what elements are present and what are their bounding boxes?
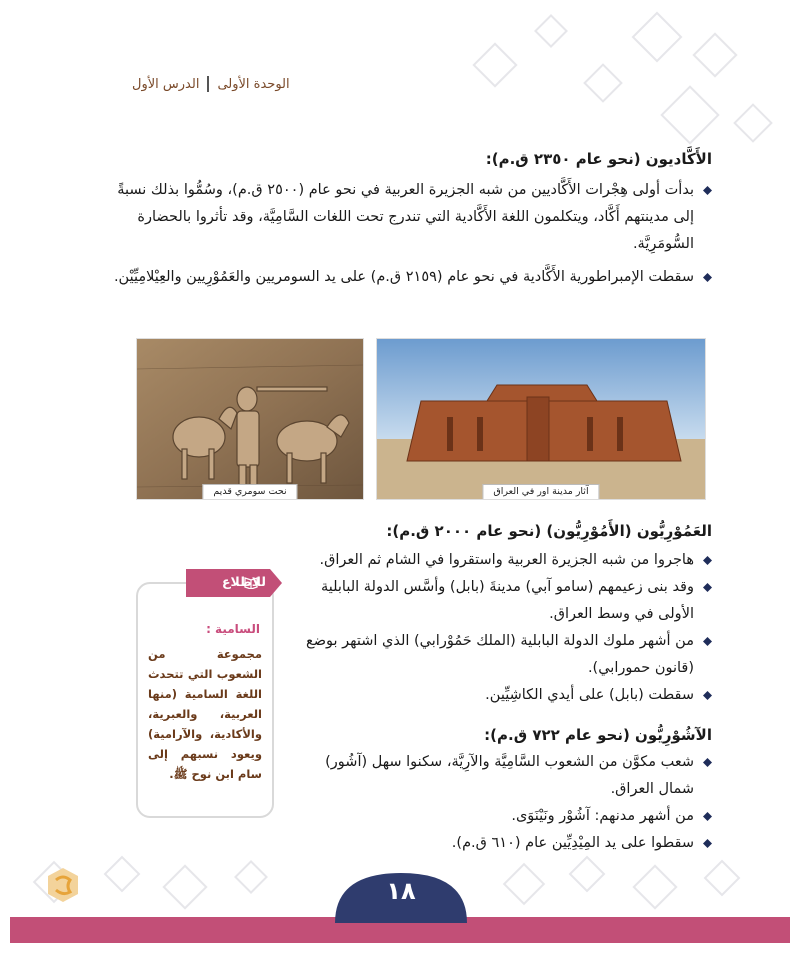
right-photo-caption: آثار مدينة اور في العراق bbox=[482, 484, 599, 500]
amorites-section bbox=[300, 518, 712, 709]
assyrians-paragraph-3 bbox=[300, 830, 712, 857]
book-icon bbox=[244, 575, 258, 589]
publisher-logo-icon bbox=[46, 866, 80, 904]
bullet-icon bbox=[703, 273, 712, 282]
info-tag-label: للاطلاع bbox=[222, 574, 266, 589]
amorites-paragraph-3 bbox=[300, 628, 712, 682]
assyrians-section bbox=[300, 722, 712, 857]
akkadians-title: الأَكَّاديون (نحو عام ٢٣٥٠ ق.م): bbox=[485, 150, 712, 168]
amorites-p2-text: وقد بنى زعيمهم (سامو آبي) مدينةَ (بابل) وأسَّس الدولة البابلية الأولى في وسط العراق. bbox=[320, 579, 694, 622]
amorites-p4-text: سقطت (بابل) على أيدي الكاشِيِّين. bbox=[485, 687, 694, 703]
info-box bbox=[136, 582, 274, 818]
assyrians-p3-text: سقطوا على يد المِيْدِيِّين عام (٦١٠ ق.م). bbox=[451, 835, 694, 851]
bullet-icon bbox=[703, 691, 712, 700]
assyrians-paragraph-2 bbox=[300, 803, 712, 830]
info-tag bbox=[186, 569, 282, 597]
bullet-icon bbox=[703, 839, 712, 848]
unit-title: الوحدة الأولى bbox=[217, 76, 290, 92]
amorites-p1-text: هاجروا من شبه الجزيرة العربية واستقروا في الشام ثم العراق. bbox=[319, 552, 694, 568]
info-term: السامية : bbox=[206, 622, 260, 636]
ur-ziggurat-photo bbox=[376, 338, 706, 500]
page-number: ١٨ bbox=[386, 877, 416, 905]
amorites-paragraph-4 bbox=[300, 682, 712, 709]
assyrians-paragraph-1 bbox=[300, 749, 712, 803]
assyrians-p2-text: من أشهر مدنهم: آشُوْر ونَيْنَوَى. bbox=[511, 808, 694, 824]
bullet-icon bbox=[703, 556, 712, 565]
info-body: مجموعة من الشعوب التي تتحدث اللغة السامية (منها العربية، والعبرية، والأكادية، والآرامية) ويعود نسبهم إلى سام ابن نوح ﷺ. bbox=[148, 647, 262, 781]
ziggurat-image bbox=[377, 339, 705, 499]
lesson-title: الدرس الأول bbox=[132, 76, 200, 92]
page-header bbox=[132, 76, 290, 92]
amorites-paragraph-2 bbox=[300, 574, 712, 628]
amorites-paragraph-1 bbox=[300, 547, 712, 574]
akkadians-paragraph-1 bbox=[112, 177, 712, 258]
sumerian-relief-photo bbox=[136, 338, 364, 500]
assyrians-title: الآشُوْرِيُّون (نحو عام ٧٢٢ ق.م): bbox=[484, 726, 712, 744]
akkadians-p1-text: بدأت أولى هِجْرات الأَكَّاديين من شبه الجزيرة العربية في نحو عام (٢٥٠٠ ق.م)، وسُمُّوا بذلك نسبةً إلى مدينتهم أَكَّاد، ويتكلمون اللغة الأَكَّادية التي تندرج تحت اللغات السَّامِيَّة، وقد تأثروا بالحضارة السُّومَرِيَّة. bbox=[117, 182, 694, 252]
bullet-icon bbox=[703, 758, 712, 767]
left-photo-caption: نحت سومري قديم bbox=[202, 484, 297, 500]
akkadians-p2-text: سقطت الإمبراطورية الأَكَّادية في نحو عام (٢١٥٩ ق.م) على يد السومريين والعَمُوْرِيين والعِيْلامِيِّيْن. bbox=[113, 269, 694, 285]
amorites-title: العَمُوْرِيُّون (الأَمُوْرِيُّون) (نحو عام ٢٠٠٠ ق.م): bbox=[386, 522, 712, 540]
bullet-icon bbox=[703, 186, 712, 195]
bullet-icon bbox=[703, 583, 712, 592]
bullet-icon bbox=[703, 637, 712, 646]
akkadians-section bbox=[112, 146, 712, 291]
sumerian-relief-image bbox=[137, 339, 363, 499]
header-divider bbox=[207, 76, 209, 92]
assyrians-p1-text: شعب مكوَّن من الشعوب السَّامِيَّة والآرِيَّة، سكنوا سهل (آشُور) شمال العراق. bbox=[325, 754, 694, 797]
akkadians-paragraph-2 bbox=[112, 264, 712, 291]
amorites-p3-text: من أشهر ملوك الدولة البابلية (الملك حَمُوْرابي) الذي اشتهر بوضع (قانون حمورابي). bbox=[306, 633, 694, 676]
bullet-icon bbox=[703, 812, 712, 821]
